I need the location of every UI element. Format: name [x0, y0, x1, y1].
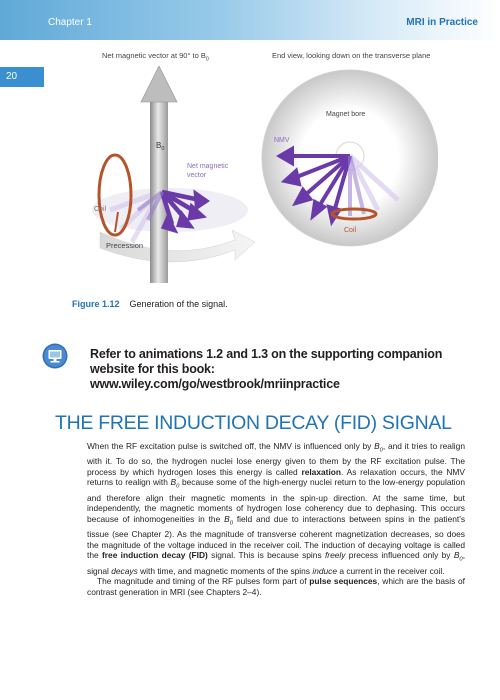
b0-label: $B_0$: [156, 141, 165, 152]
net-magnetic-vector-label: Net magnetic vector: [187, 163, 229, 179]
section-body: [87, 441, 465, 597]
nmv-label: NMV: [274, 137, 290, 144]
paragraph-2: The magnitude and timing of the RF pulses form part of pulse sequences, which are the basis of contrast generation in MRI (see Chapters 2–4).: [87, 576, 465, 597]
precession-illustration: [70, 60, 275, 290]
figure-caption-text: Generation of the signal.: [129, 299, 228, 309]
page-number: 20: [0, 67, 44, 87]
end-view-illustration: [258, 60, 438, 260]
chapter-label: Chapter 1: [48, 17, 92, 28]
running-header: [0, 0, 500, 40]
left-figure-title: Net magnetic vector at 90° to $B_0$: [102, 51, 209, 63]
section-heading: THE FREE INDUCTION DECAY (FID) SIGNAL: [55, 412, 452, 434]
b0-arrowhead: [141, 66, 177, 102]
book-title: MRI in Practice: [406, 17, 478, 28]
companion-website-note: Refer to animations 1.2 and 1.3 on the supporting companion website for this book: www.wiley.com/go/westbrook/mriinpractice: [90, 347, 443, 391]
coil-label-right: Coil: [344, 227, 357, 234]
paragraph-1: When the RF excitation pulse is switched off, the NMV is influenced only by $B_0$, and it tries to realign with it. To do so, the hydrogen nuclei lose energy given to them by the RF excitation pulse. The process by which hydrogen loses this energy is called relaxation. As relaxation occurs, the NMV returns to realign with $B_0$ because some of the high-energy nuclei return to the low-energy population and therefore align their magnetic moments in the spin-up direction. At the same time, but independently, the magnetic moments of hydrogen lose coherency due to dephasing. This occurs because of inhomogeneities in the $B_0$ field and due to interactions between spins in the patient's tissue (see Chapter 2). As the magnitude of transverse coherent magnetization decreases, so does the magnitude of the voltage induced in the receiver coil. The induction of decaying voltage is called the free induction decay (FID) signal. This is because spins freely precess influenced only by $B_0$, signal decays with time, and magnetic moments of the spins induce a current in the receiver coil.: [87, 441, 466, 576]
computer-monitor-icon: [42, 343, 68, 369]
magnet-bore-label: Magnet bore: [326, 111, 366, 118]
figure-label: Figure 1.12: [72, 299, 120, 309]
figure-caption: [72, 299, 228, 309]
coil-label-left: Coil: [94, 206, 107, 213]
precession-label: Precession: [106, 241, 144, 250]
right-figure-title: End view, looking down on the transverse plane: [272, 51, 431, 60]
